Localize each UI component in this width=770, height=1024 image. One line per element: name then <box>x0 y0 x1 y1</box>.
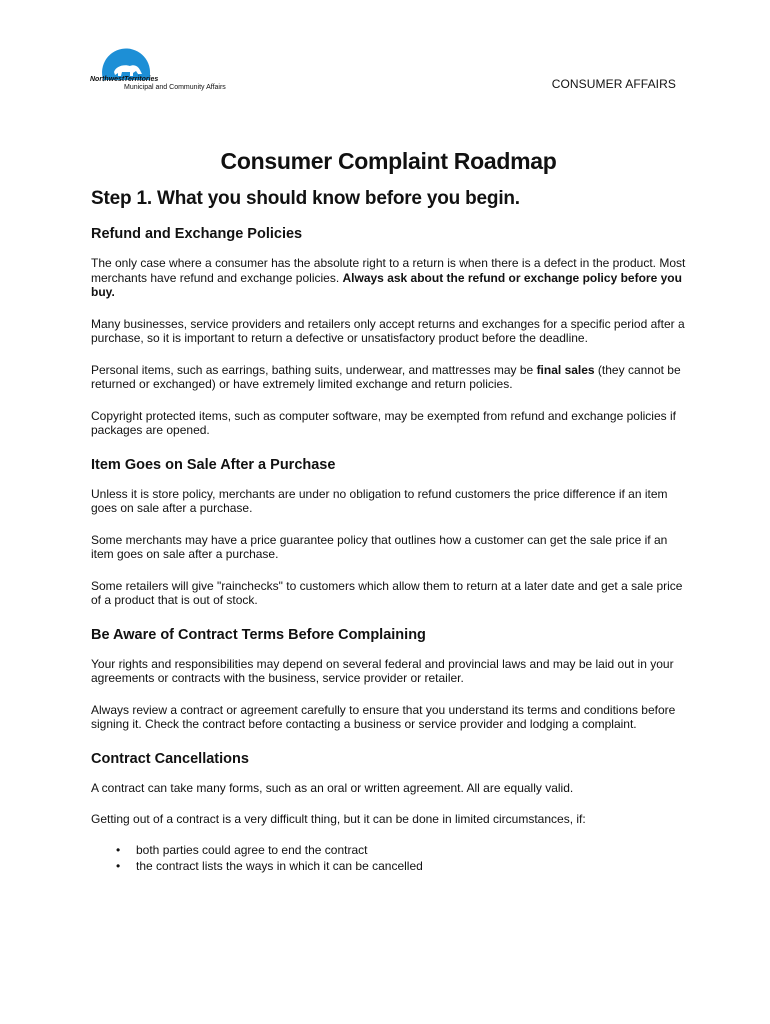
header-consumer-affairs: CONSUMER AFFAIRS <box>551 77 676 91</box>
paragraph-text: Personal items, such as earrings, bathing suits, underwear, and mattresses may be <box>91 362 537 377</box>
paragraph-text: The only case where a consumer has the absolute right to a return is when there is a defect in the product. Most merchants have refund and exchange policies. <box>91 256 686 285</box>
logo-line1: Northwest <box>90 76 125 83</box>
paragraph: Your rights and responsibilities may depend on several federal and provincial laws and may be laid out in your agreements or contracts with the business, service provider or retailer. <box>91 656 674 685</box>
paragraph <box>91 363 686 392</box>
section-heading-refund: Refund and Exchange Policies <box>91 226 303 242</box>
page-title: Consumer Complaint Roadmap <box>220 148 557 174</box>
logo-wordmark <box>90 76 226 91</box>
paragraph: Some merchants may have a price guarantee policy that outlines how a customer can get the sale price if an item goes on sale after a purchase. <box>91 532 668 561</box>
logo-department: Municipal and Community Affairs <box>124 84 226 91</box>
paragraph-emphasis: Always ask about the refund or exchange policy before you buy. <box>91 270 682 299</box>
paragraph: A contract can take many forms, such as an oral or written agreement. All are equally valid. <box>91 780 574 795</box>
paragraph: Some retailers will give "rainchecks" to customers which allow them to return at a later date and get a sale price of a product that is out of stock. <box>91 578 683 607</box>
list-item: • both parties could agree to end the contract <box>91 842 686 858</box>
paragraph: Unless it is store policy, merchants are under no obligation to refund customers the price difference if an item goes on sale after a purchase. <box>91 486 668 515</box>
bullet-list <box>91 842 686 874</box>
nwt-logo <box>90 44 260 94</box>
list-item: • the contract lists the ways in which it can be cancelled <box>91 858 686 874</box>
paragraph: Always review a contract or agreement carefully to ensure that you understand its terms and conditions before signing it. Check the contract before contacting a business or service provider and lodging a complaint. <box>91 702 676 731</box>
paragraph-emphasis: final sales <box>536 362 595 377</box>
step-heading: Step 1. What you should know before you begin. <box>91 188 520 209</box>
document-body <box>91 148 686 874</box>
logo-line2: Territories <box>123 76 159 83</box>
paragraph-text: (they cannot be returned or exchanged) or have extremely limited exchange and return policies. <box>91 362 681 391</box>
paragraph <box>91 256 686 300</box>
section-heading-cancellations: Contract Cancellations <box>91 750 249 767</box>
paragraph: Getting out of a contract is a very difficult thing, but it can be done in limited circumstances, if: <box>91 812 586 826</box>
paragraph: Copyright protected items, such as computer software, may be exempted from refund and exchange policies if packages are opened. <box>91 408 676 437</box>
section-heading-sale: Item Goes on Sale After a Purchase <box>91 456 336 473</box>
section-heading-contract-terms: Be Aware of Contract Terms Before Complaining <box>91 626 426 643</box>
paragraph: Many businesses, service providers and retailers only accept returns and exchanges for a specific period after a purchase, so it is important to return a defective or unsatisfactory product before the deadline. <box>91 316 685 345</box>
